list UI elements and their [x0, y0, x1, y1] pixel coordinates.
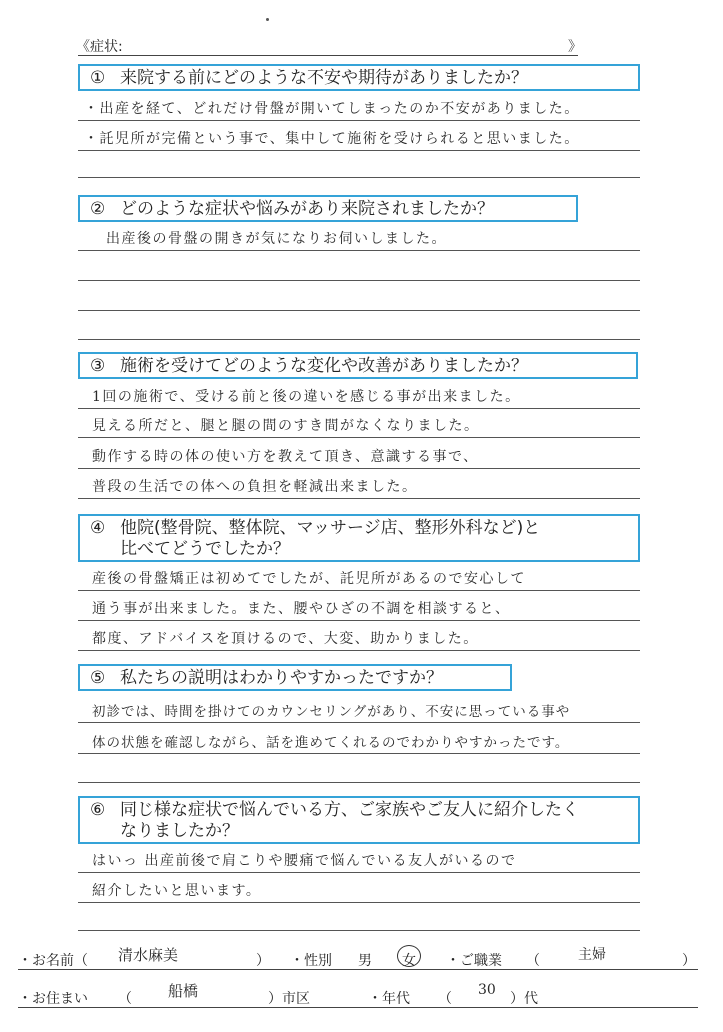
question-5-answer-1: 初診では、時間を掛けてのカウンセリングがあり、不安に思っている事や — [92, 704, 571, 720]
footer-rule-2 — [18, 1007, 698, 1008]
answer-rule — [78, 722, 640, 723]
symptom-line — [78, 55, 578, 56]
answer-rule — [78, 872, 640, 873]
answer-rule — [78, 753, 640, 754]
question-6-answer-1: はいっ 出産前後で肩こりや腰痛で悩んでいる友人がいるので — [92, 853, 517, 869]
question-6-text: 同じ様な症状で悩んでいる方、ご家族やご友人に紹介したく — [120, 800, 579, 820]
question-6-box — [78, 796, 640, 844]
answer-rule — [78, 650, 640, 651]
question-5-answer-2: 体の状態を確認しながら、話を進めてくれるのでわかりやすかったです。 — [92, 735, 570, 751]
address-label: ・お住まい — [18, 991, 88, 1007]
answer-rule — [78, 782, 640, 783]
gender-female: 女 — [402, 953, 416, 969]
symptom-label: 《症状: — [76, 39, 123, 55]
question-3-answer-2: 見える所だと、腿と腿の間のすき間がなくなりました。 — [92, 418, 480, 434]
answer-rule — [78, 280, 640, 281]
answer-rule — [78, 437, 640, 438]
question-4-box — [78, 514, 640, 562]
answer-rule — [78, 498, 640, 499]
question-2-text: どのような症状や悩みがあり来院されましたか？ — [120, 199, 494, 219]
question-3-box — [78, 352, 638, 379]
address-value: 船橋 — [168, 982, 199, 1000]
address-open: （ — [118, 991, 132, 1007]
question-4-text: 他院(整骨院、整体院、マッサージ店、整形外科など)と — [120, 518, 541, 538]
question-4-number: ④ — [90, 518, 106, 538]
age-label: ・年代 — [368, 991, 410, 1007]
question-4-text-continued: 比べてどうでしたか？ — [120, 539, 290, 559]
question-4-answer-1: 産後の骨盤矯正は初めてでしたが、託児所があるので安心して — [92, 571, 526, 587]
answer-rule — [78, 120, 640, 121]
question-5-number: ⑤ — [90, 668, 106, 688]
question-2-answer-1: 出産後の骨盤の開きが気になりお伺いしました。 — [106, 231, 447, 247]
job-value: 主婦 — [578, 947, 606, 963]
name-value: 清水麻美 — [118, 946, 179, 964]
question-1-answer-1: ・出産を経て、どれだけ骨盤が開いてしまったのか不安がありました。 — [84, 101, 580, 117]
question-3-number: ③ — [90, 356, 106, 376]
question-3-answer-1: 1回の施術で、受ける前と後の違いを感じる事が出来ました。 — [92, 389, 521, 405]
answer-rule — [78, 930, 640, 931]
question-5-box — [78, 664, 512, 691]
footer-rule-1 — [18, 969, 698, 970]
question-5-text: 私たちの説明はわかりやすかったですか？ — [120, 668, 443, 688]
question-4-answer-2: 通う事が出来ました。また、腰やひざの不調を相談すると、 — [92, 601, 511, 617]
question-4-answer-3: 都度、アドバイスを頂けるので、大変、助かりました。 — [92, 631, 479, 647]
question-6-text-continued: なりましたか？ — [120, 821, 239, 841]
question-1-box — [78, 64, 640, 91]
question-1-answer-2: ・託児所が完備という事で、集中して施術を受けられると思いました。 — [84, 131, 580, 147]
answer-rule — [78, 177, 640, 178]
question-3-text: 施術を受けてどのような変化や改善がありましたか？ — [120, 356, 528, 376]
answer-rule — [78, 339, 640, 340]
answer-rule — [78, 150, 640, 151]
gender-selected-circle — [397, 945, 421, 967]
gender-label: ・性別 — [290, 953, 332, 969]
job-close: ） — [682, 953, 696, 969]
gender-male: 男 — [358, 953, 372, 969]
question-2-number: ② — [90, 199, 106, 219]
answer-rule — [78, 250, 640, 251]
scan-dot — [266, 18, 269, 21]
answer-rule — [78, 468, 640, 469]
question-3-answer-4: 普段の生活での体への負担を軽減出来ました。 — [92, 479, 418, 495]
job-open: （ — [526, 953, 540, 969]
answer-rule — [78, 310, 640, 311]
answer-rule — [78, 408, 640, 409]
question-6-number: ⑥ — [90, 800, 106, 820]
answer-rule — [78, 590, 640, 591]
answer-rule — [78, 620, 640, 621]
question-1-number: ① — [90, 68, 106, 88]
question-2-box — [78, 195, 578, 222]
answer-rule — [78, 902, 640, 903]
question-3-answer-3: 動作する時の体の使い方を教えて頂き、意識する事で、 — [92, 449, 479, 465]
question-6-answer-2: 紹介したいと思います。 — [92, 883, 262, 899]
age-open: （ — [438, 991, 452, 1007]
age-value: 30 — [478, 982, 496, 998]
symptom-end-bracket: 》 — [568, 39, 582, 55]
name-label: ・お名前（ — [18, 953, 88, 969]
job-label: ・ご職業 — [446, 953, 502, 969]
address-close: ）市区 — [268, 991, 310, 1007]
name-close: ） — [256, 953, 270, 969]
age-close: ）代 — [510, 991, 538, 1007]
question-1-text: 来院する前にどのような不安や期待がありましたか？ — [120, 68, 528, 88]
